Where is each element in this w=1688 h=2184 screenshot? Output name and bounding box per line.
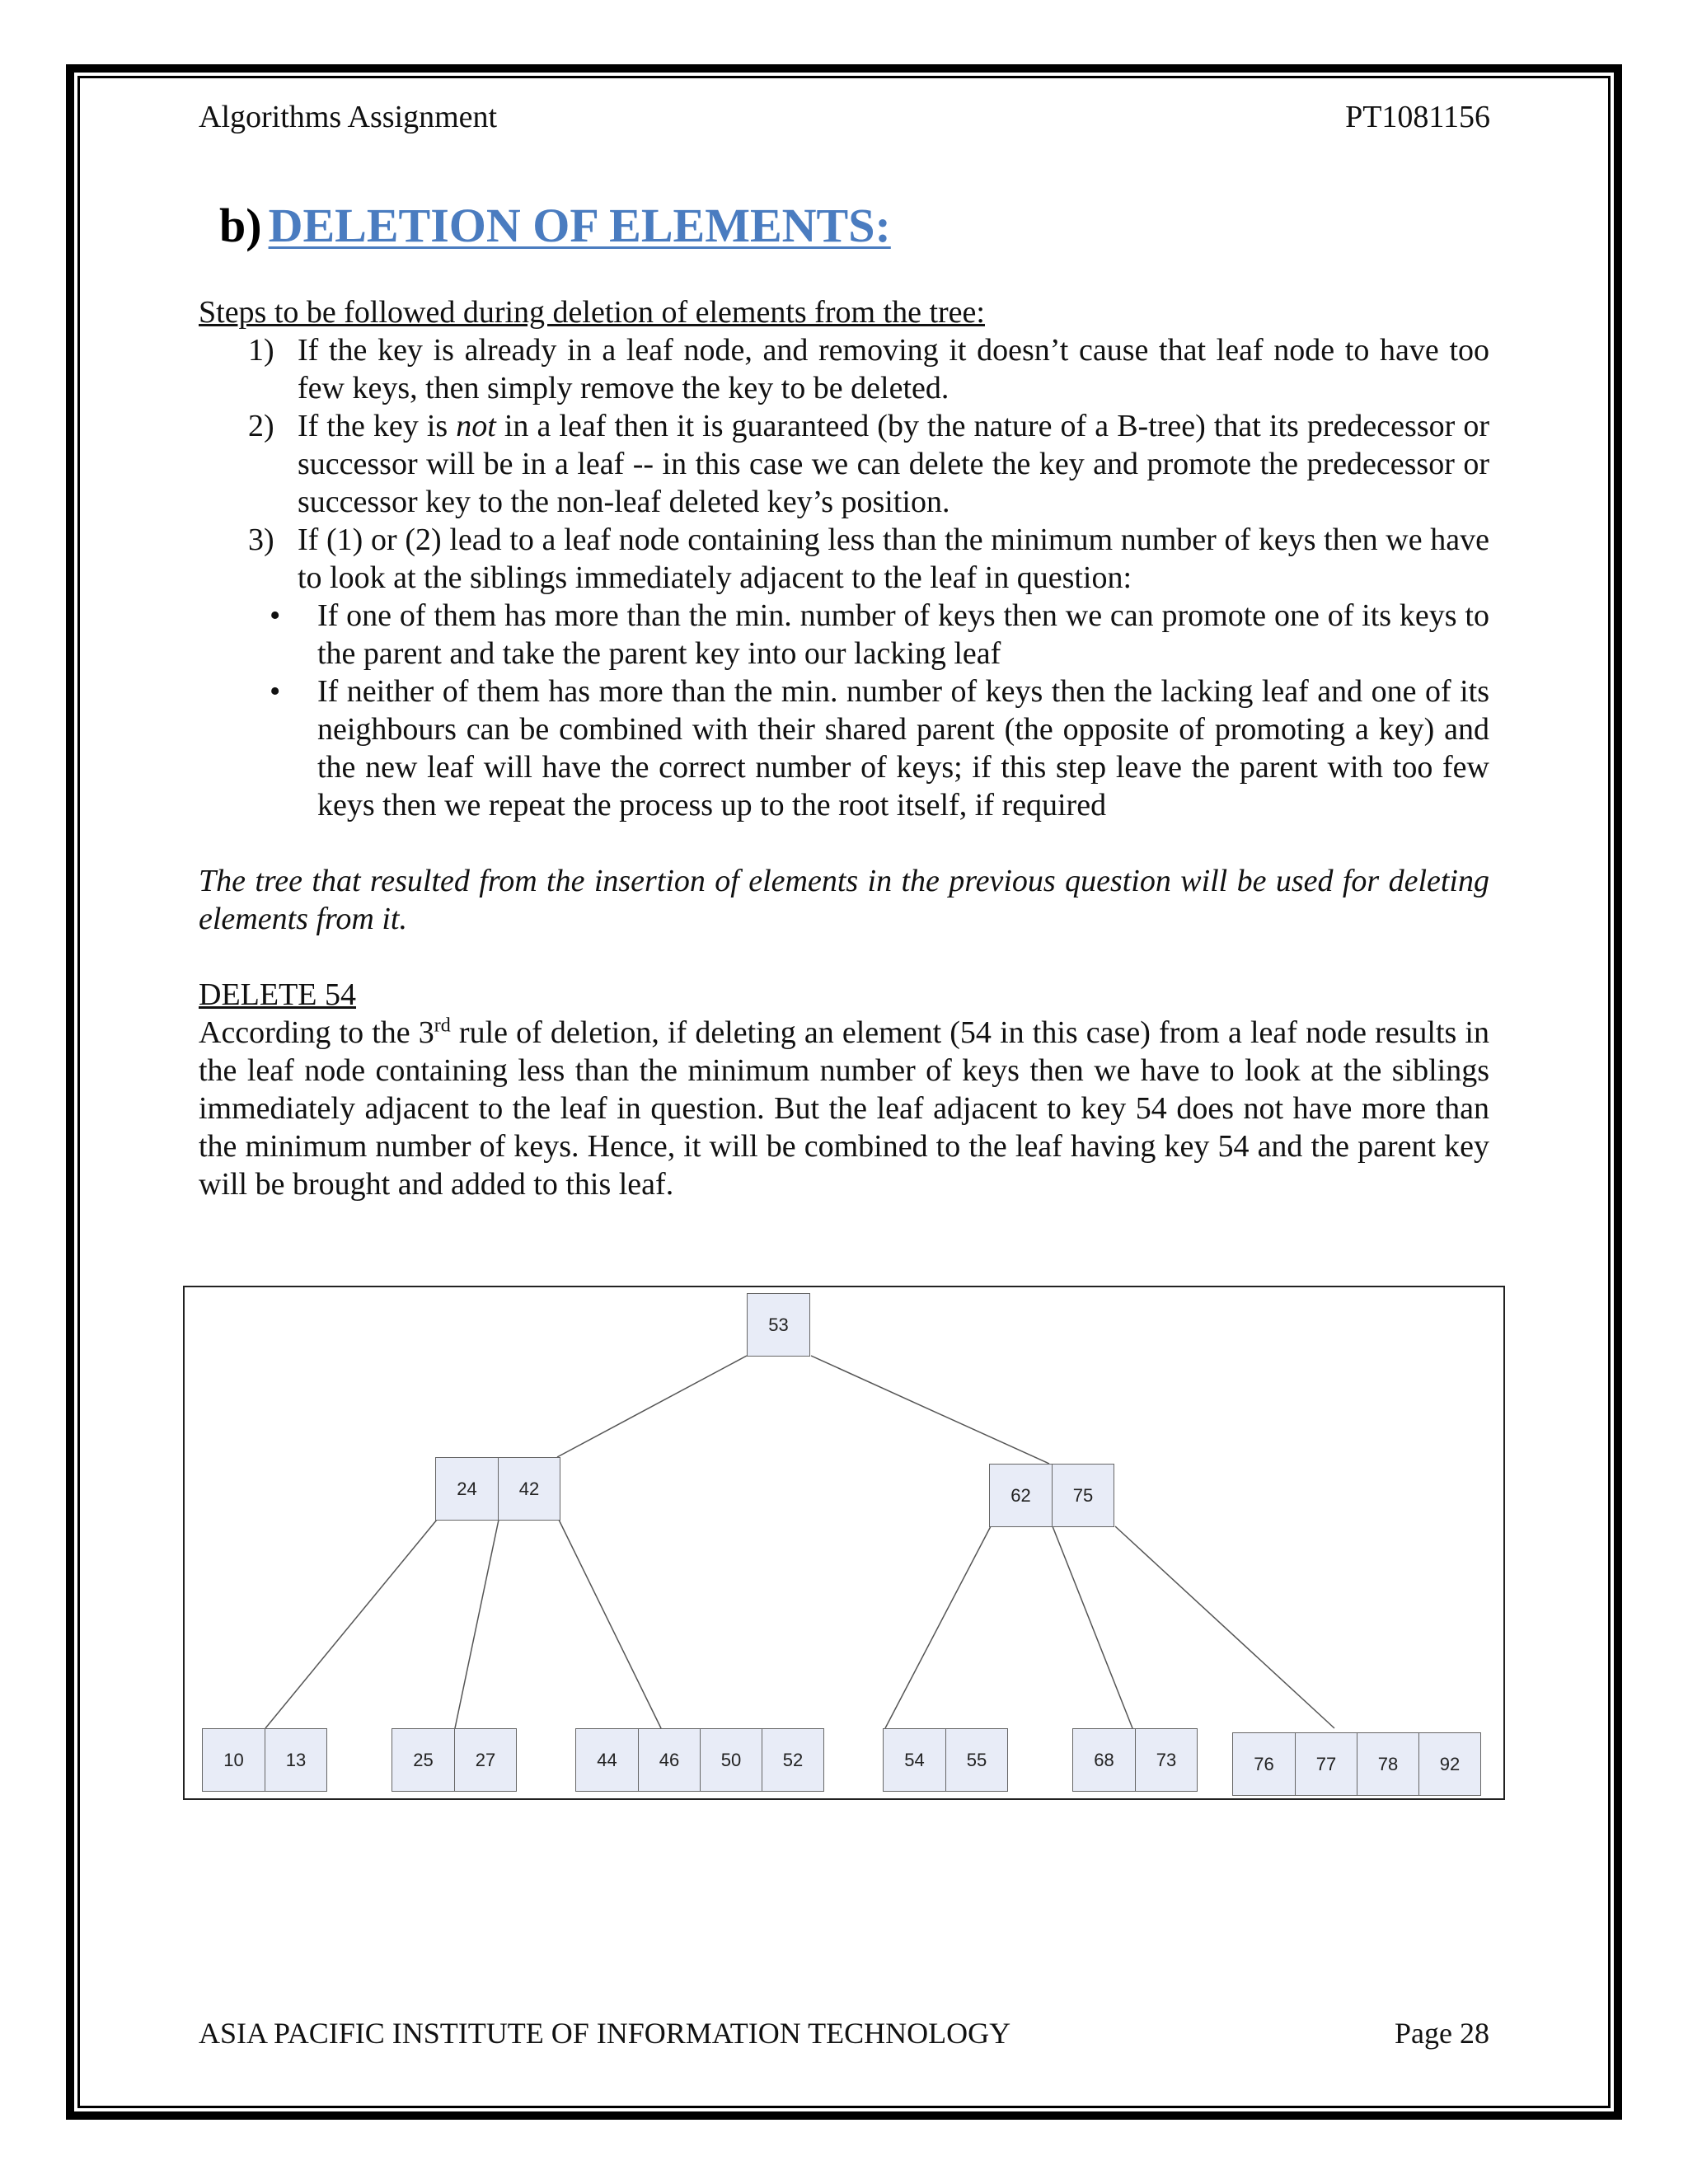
tree-key: 62 <box>1010 1484 1031 1506</box>
internal-node-left <box>435 1457 560 1521</box>
edge-42-44 <box>559 1520 661 1728</box>
list-item <box>199 331 1489 407</box>
step-number: 1) <box>248 333 274 368</box>
edge-root-left <box>557 1356 747 1457</box>
explanation-post: rule of deletion, if deleting an element (54 in this case) from a leaf node results in the leaf node containing less than the minimum number of keys then we have to look at the siblings immediately adjacent to the leaf in question. But the leaf adjacent to key 54 does not have more than the minimum number of keys. Hence, it will be combined to the leaf having key 54 and the parent key will be brought and added to this leaf. <box>199 1015 1489 1202</box>
edge-root-right <box>811 1356 1049 1464</box>
section-title <box>219 198 891 253</box>
internal-node-right <box>989 1464 1114 1527</box>
note-paragraph: The tree that resulted from the insertion of elements in the previous question will be used for deleting elements from it. <box>199 864 1489 936</box>
tree-key: 78 <box>1357 1733 1418 1795</box>
tree-key: 55 <box>945 1729 1007 1791</box>
tree-key: 10 <box>223 1749 244 1770</box>
steps-list <box>199 331 1489 824</box>
tree-key: 92 <box>1418 1733 1480 1795</box>
edge-75-76 <box>1115 1526 1334 1728</box>
document-body <box>199 293 1489 1203</box>
leaf-node <box>1232 1732 1481 1796</box>
leaf-node <box>202 1728 327 1792</box>
tree-key: 24 <box>457 1478 477 1499</box>
edge-62-54 <box>885 1526 991 1728</box>
step-text: If the key is already in a leaf node, and removing it doesn’t cause that leaf node to have too few keys, then simply remove the key to be deleted. <box>298 333 1489 405</box>
tree-key: 25 <box>413 1749 434 1770</box>
section-heading: DELETION OF ELEMENTS: <box>268 199 891 252</box>
tree-key: 52 <box>762 1729 823 1791</box>
tree-key: 53 <box>768 1314 789 1335</box>
explanation-sup: rd <box>434 1015 451 1037</box>
tree-key: 27 <box>454 1729 516 1791</box>
tree-key: 68 <box>1094 1749 1114 1770</box>
tree-key: 44 <box>597 1749 617 1770</box>
header-left: Algorithms Assignment <box>199 100 498 134</box>
sub-bullet-list <box>258 597 1489 824</box>
leaf-node <box>883 1728 1008 1792</box>
step-text-post: in a leaf then it is guaranteed (by the nature of a B-tree) that its predecessor or successor will be in a leaf -- in this case we can delete the key and promote the predecessor or successor key to the non-leaf deleted key’s position. <box>298 409 1489 519</box>
step-number: 2) <box>248 409 274 443</box>
step-text: If (1) or (2) lead to a leaf node containing less than the minimum number of keys then we have to look at the siblings immediately adjacent to the leaf in question: <box>298 523 1489 595</box>
tree-key: 76 <box>1254 1753 1274 1774</box>
explanation-paragraph <box>199 1014 1489 1203</box>
step-text-pre: If the key is <box>298 409 457 443</box>
bullet-item: • If one of them has more than the min. number of keys then we can promote one of its keys to the parent and take the parent key into our lacking leaf <box>258 597 1489 673</box>
tree-key: 73 <box>1135 1729 1197 1791</box>
footer-page-number: Page 28 <box>1395 2017 1489 2050</box>
delete-heading: DELETE 54 <box>199 977 357 1012</box>
tree-key: 54 <box>904 1749 925 1770</box>
tree-key: 13 <box>265 1729 326 1791</box>
section-label: b) <box>219 199 262 252</box>
step-text-emphasis: not <box>456 409 496 443</box>
leaf-node <box>1072 1728 1198 1792</box>
header-right: PT1081156 <box>1345 100 1490 134</box>
leaf-node <box>392 1728 517 1792</box>
step-number: 3) <box>248 523 274 557</box>
tree-key: 42 <box>498 1458 560 1520</box>
edge-24-10 <box>265 1520 437 1728</box>
btree-diagram <box>183 1286 1505 1800</box>
steps-heading: Steps to be followed during deletion of elements from the tree: <box>199 295 985 330</box>
edge-24-25 <box>455 1520 499 1728</box>
tree-key: 46 <box>638 1729 700 1791</box>
edge-62-68 <box>1053 1526 1132 1728</box>
bullet-item: • If neither of them has more than the min. number of keys then the lacking leaf and one of its neighbours can be combined with their shared parent (the opposite of promoting a key) and the new leaf will have the correct number of keys; if this step leave the parent with too few keys then we repeat the process up to the root itself, if required <box>258 673 1489 824</box>
footer-left: ASIA PACIFIC INSTITUTE OF INFORMATION TECHNOLOGY <box>199 2017 1011 2050</box>
tree-key: 77 <box>1295 1733 1357 1795</box>
leaf-node <box>575 1728 824 1792</box>
list-item <box>199 521 1489 824</box>
explanation-pre: According to the 3 <box>199 1015 434 1050</box>
tree-edges <box>185 1287 1507 1802</box>
tree-key: 75 <box>1052 1465 1114 1526</box>
root-node <box>747 1293 810 1357</box>
list-item <box>199 407 1489 521</box>
tree-key: 50 <box>700 1729 762 1791</box>
